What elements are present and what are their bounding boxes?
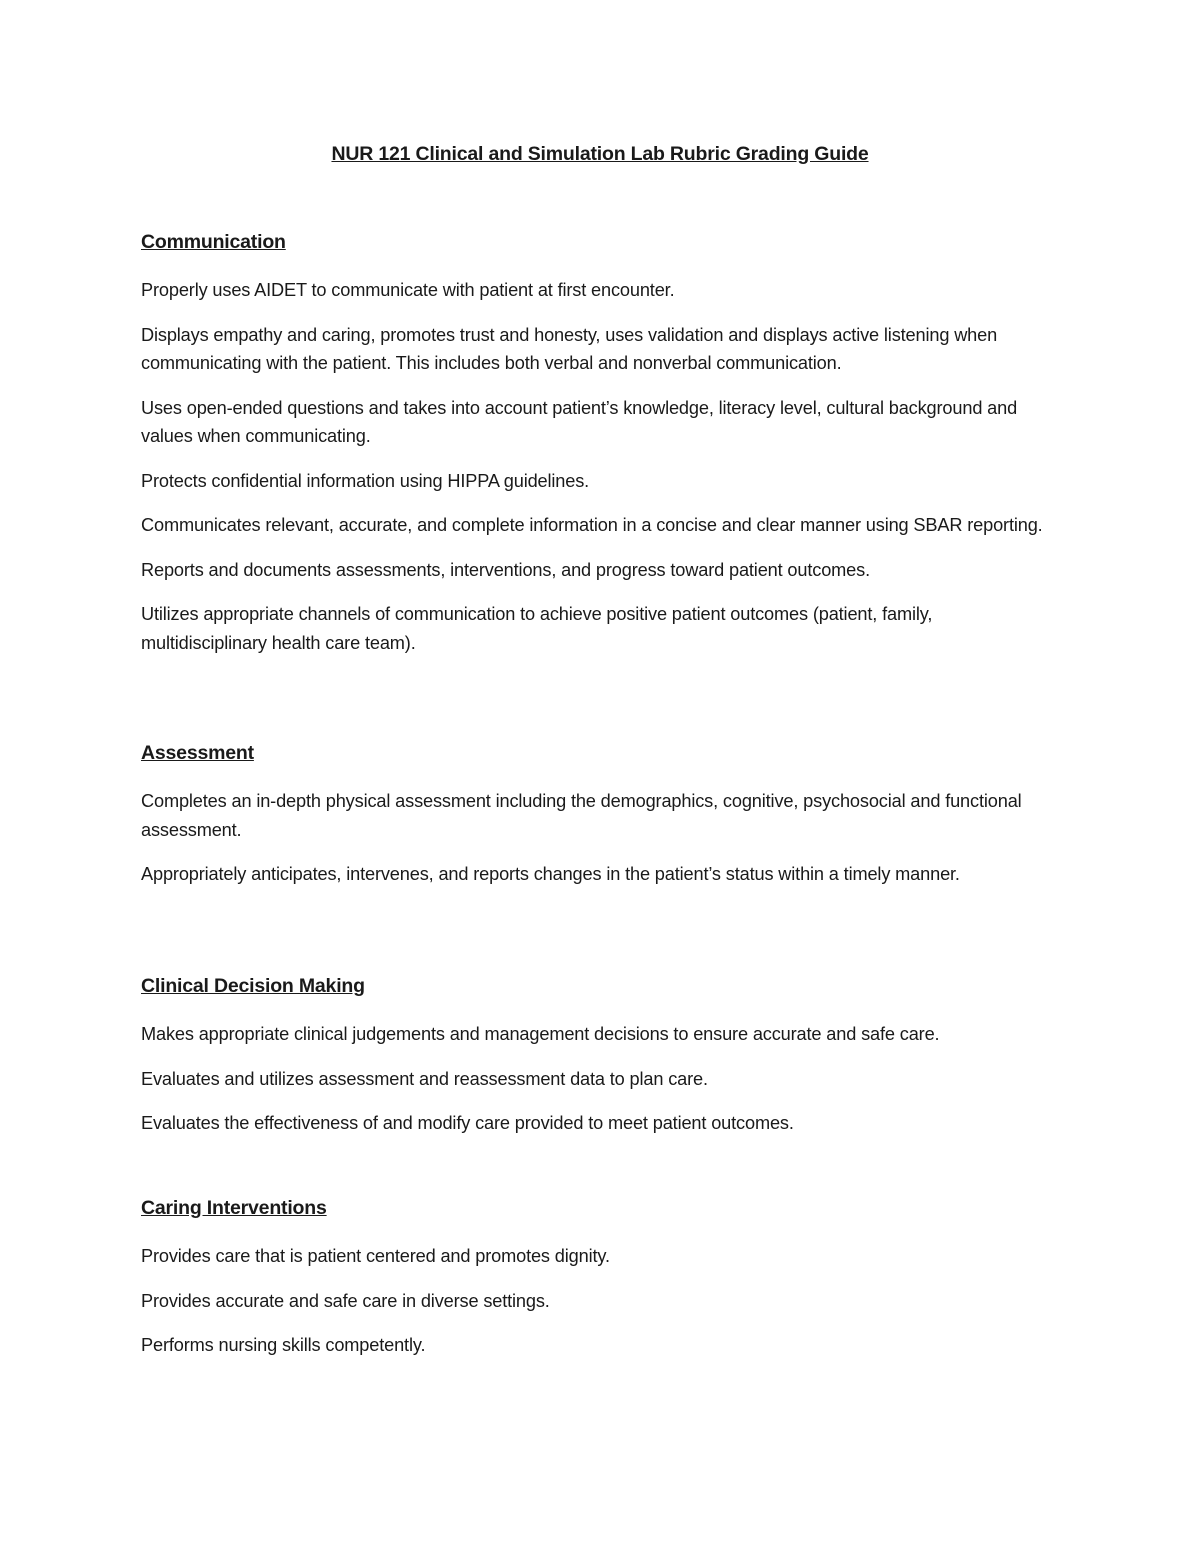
- rubric-item: Reports and documents assessments, interventions, and progress toward patient outcomes.: [141, 559, 870, 580]
- section-communication: [141, 229, 1061, 673]
- section-heading-clinical-decision-making: Clinical Decision Making: [141, 975, 365, 997]
- section-heading-assessment: Assessment: [141, 742, 254, 764]
- rubric-item: Completes an in-depth physical assessment including the demographics, cognitive, psychosocial and functional assessment.: [141, 791, 1022, 840]
- rubric-item: Properly uses AIDET to communicate with patient at first encounter.: [141, 280, 675, 300]
- rubric-item: Evaluates and utilizes assessment and reassessment data to plan care.: [141, 1068, 708, 1089]
- section-clinical-decision-making: [141, 973, 1061, 1154]
- rubric-item: Makes appropriate clinical judgements and management decisions to ensure accurate and safe care.: [141, 1024, 940, 1044]
- section-items-caring-interventions: [141, 1242, 1061, 1360]
- rubric-item: Provides accurate and safe care in diverse settings.: [141, 1290, 550, 1311]
- document-title: NUR 121 Clinical and Simulation Lab Rubric Grading Guide: [331, 143, 869, 165]
- rubric-item: Communicates relevant, accurate, and complete information in a concise and clear manner using SBAR reporting.: [141, 515, 1043, 535]
- rubric-item: Appropriately anticipates, intervenes, and reports changes in the patient’s status within a timely manner.: [141, 864, 960, 884]
- rubric-item: Displays empathy and caring, promotes trust and honesty, uses validation and displays active listening when communicating with the patient. This includes both verbal and nonverbal communication.: [141, 324, 998, 373]
- section-items-communication: [141, 276, 1061, 657]
- rubric-item: Provides care that is patient centered and promotes dignity.: [141, 1246, 610, 1266]
- rubric-item: Utilizes appropriate channels of communication to achieve positive patient outcomes (patient, family, multidisciplinary health care team).: [141, 604, 933, 653]
- rubric-item: Performs nursing skills competently.: [141, 1335, 426, 1355]
- section-caring-interventions: [141, 1195, 1061, 1376]
- section-heading-communication: Communication: [141, 231, 286, 253]
- section-items-assessment: [141, 787, 1061, 889]
- rubric-item: Uses open-ended questions and takes into account patient’s knowledge, literacy level, cultural background and values when communicating.: [141, 397, 1018, 446]
- section-heading-caring-interventions: Caring Interventions: [141, 1197, 327, 1219]
- section-items-clinical-decision-making: [141, 1020, 1061, 1138]
- rubric-item: Protects confidential information using HIPPA guidelines.: [141, 470, 590, 491]
- section-assessment: [141, 740, 1061, 905]
- rubric-item: Evaluates the effectiveness of and modify care provided to meet patient outcomes.: [141, 1113, 794, 1133]
